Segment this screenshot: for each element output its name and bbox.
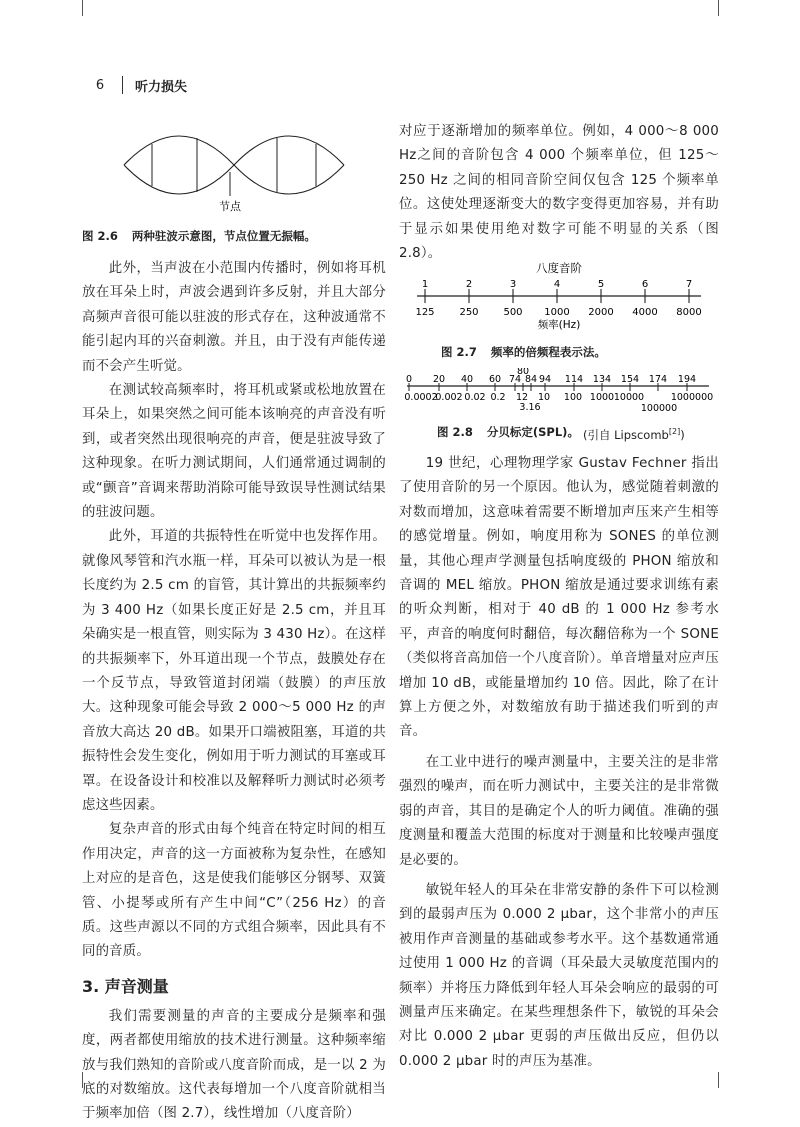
wave-lower-curve (124, 165, 344, 194)
node-label: 节点 (219, 200, 241, 213)
figure-2-8-caption (437, 424, 719, 443)
octave-number: 5 (597, 279, 605, 290)
reference-text: (引自 Lipscomb (582, 427, 669, 442)
decibel-value: 0 (405, 374, 413, 385)
pressure-value: 0.02 (464, 392, 486, 403)
decibel-scale-diagram (399, 368, 719, 418)
wave-upper-curve (124, 136, 344, 165)
frequency-value: 250 (459, 307, 479, 318)
page-number: 6 (95, 77, 105, 93)
decibel-value: 134 (592, 374, 612, 385)
pressure-value: 1000 (589, 392, 615, 403)
paragraph: 此外，耳道的共振特性在听觉中也发挥作用。就像风琴管和汽水瓶一样，耳朵可以被认为是一根长度约为 2.5 cm 的盲管，其计算出的共振频率约为 3 400 Hz（如果长度正好是 2.5 cm，并且耳朵确实是一根直管，则实际为 3 430 Hz）。在这样的共振频率下，外耳道出现一个节点，鼓膜处存在一个反节点，导致管道封闭端（鼓膜）的声压放大。这种现象可能会导致 2 000～5 000 Hz 的声音放大高达 20 dB。如果开口端被阻塞，耳道的共振特性会发生变化，例如用于听力测试的耳塞或耳罩。在设备设计和校准以及解释听力测试时必须考虑这些因素。 (82, 529, 386, 813)
crop-mark (82, 0, 83, 16)
frequency-value: 8000 (676, 307, 702, 318)
pressure-value: 100000 (640, 403, 678, 414)
paragraph: 在工业中进行的噪声测量中，主要关注的是非常强烈的噪声，而在听力测试中，主要关注的是非常微弱的声音，其目的是确定个人的听力阈值。准确的强度测量和覆盖大范围的标度对于测量和比较噪声强度是必要的。 (399, 754, 719, 868)
octave-scale-diagram (399, 258, 719, 336)
decibel-value: 114 (564, 374, 584, 385)
page-header (88, 74, 187, 96)
caption-text: 分贝标定(SPL)。 (486, 425, 579, 439)
crop-mark (718, 0, 719, 16)
decibel-value: 40 (460, 374, 474, 385)
caption-text: 频率的倍频程表示法。 (490, 345, 606, 359)
paragraph: 19 世纪，心理物理学家 Gustav Fechner 指出了使用音阶的另一个原因。他认为，感觉随着刺激的对数而增加，这意味着需要不断增加声压来产生相等的感觉增量。例如，响度用称为 SONES 的单位测量，其他心理声学测量包括响度级的 PHON 缩放和音调的 MEL 缩放。PHON 缩放是通过要求训练有素的听众判断，相对于 40 dB 的 1 000 Hz 参考水平，声音的响度何时翻倍，每次翻倍称为一个 SONE（类似将音高加倍一个八度音阶）。单音增量对应声压增加 10 dB，或能量增加约 10 倍。因此，除了在计算上方便之外，对数缩放有助于描述我们听到的声音。 (399, 456, 719, 740)
frequency-value: 125 (415, 307, 435, 318)
octave-number: 4 (553, 279, 561, 290)
caption-number: 图 2.6 (82, 229, 118, 243)
section-heading: 3. 声音测量 (82, 976, 169, 996)
pressure-value: 10 (537, 392, 551, 403)
octave-number: 2 (465, 279, 473, 290)
decibel-value: 20 (432, 374, 446, 385)
right-column (399, 452, 719, 1074)
figure-2-7-caption (441, 344, 719, 360)
pressure-value: 1 (515, 392, 523, 403)
decibel-value: 194 (677, 374, 697, 385)
decibel-value: 154 (620, 374, 640, 385)
octave-number: 7 (685, 279, 693, 290)
frequency-value: 2000 (588, 307, 614, 318)
frequency-axis-label: 频率(Hz) (537, 319, 581, 331)
caption-reference (583, 424, 685, 443)
pressure-value: 0.002 (435, 392, 463, 403)
pressure-value: 10000 (613, 392, 645, 403)
paragraph: 此外，当声波在小范围内传播时，例如将耳机放在耳朵上时，声波会遇到许多反射，并且大部分高频声音很可能以驻波的形式存在，这种波通常不能引起内耳的兴奋刺激。并且，由于没有声能传递而不会产生听觉。 (82, 261, 386, 374)
pressure-value: 3.16 (519, 402, 541, 413)
caption-number: 图 2.8 (437, 425, 473, 439)
paragraph: 在测试较高频率时，将耳机或紧或松地放置在耳朵上，如果突然之间可能本该响亮的声音没有听到，或者突然出现很响亮的声音，便是驻波导致了这种现象。在听力测试期间，人们通常通过调制的或“颤音”音调来帮助消除可能导致误导性测试结果的驻波问题。 (82, 383, 386, 521)
octave-number: 1 (421, 279, 429, 290)
header-divider (122, 76, 123, 94)
pressure-value: 2 (521, 392, 529, 403)
octave-number: 3 (509, 279, 517, 290)
paragraph: 对应于逐渐增加的频率单位。例如，4 000～8 000 Hz之间的音阶包含 4 000 个频率单位，但 125～250 Hz 之间的相同音阶空间仅包含 125 个频率单位。这使处理逐渐变大的数字变得更加容易，并有助于显示如果使用绝对数字可能不明显的关系（图 2.8）。 (399, 124, 719, 262)
paragraph: 复杂声音的形式由每个纯音在特定时间的相互作用决定，声音的这一方面被称为复杂性，在感知上对应的是音色，这是使我们能够区分钢琴、双簧管、小提琴或所有产生中间“C”（256 Hz）的音质。这些声源以不同的方式组合频率，因此具有不同的音质。 (82, 822, 386, 960)
decibel-value: 94 (538, 374, 552, 385)
frequency-value: 1000 (544, 307, 570, 318)
right-column-intro (399, 120, 719, 266)
reference-number: [2] (668, 427, 681, 436)
frequency-value: 4000 (632, 307, 658, 318)
figure-2-8 (399, 368, 719, 443)
figure-2-6-caption (82, 228, 386, 244)
octave-number: 6 (641, 279, 649, 290)
decibel-value: 80 (516, 368, 530, 377)
chapter-title: 听力损失 (135, 79, 188, 95)
caption-text: 两种驻波示意图，节点位置无振幅。 (131, 229, 316, 243)
pressure-value: 0.2 (490, 392, 506, 403)
reference-end: ) (680, 427, 685, 442)
pressure-value: 0.0002 (404, 392, 438, 403)
figure-2-6 (82, 120, 386, 244)
left-column (82, 257, 386, 1127)
standing-wave-diagram (82, 120, 386, 216)
figure-2-7 (399, 258, 719, 360)
octave-top-label: 八度音阶 (536, 261, 582, 275)
decibel-value: 60 (488, 374, 502, 385)
crop-mark (718, 1072, 719, 1088)
paragraph: 我们需要测量的声音的主要成分是频率和强度，两者都使用缩放的技术进行测量。这种频率缩放与我们熟知的音阶或八度音阶而成，是一以 2 为底的对数缩放。这代表每增加一个八度音阶就相当于频率加倍（图 2.7），线性增加（八度音阶） (82, 1008, 386, 1122)
frequency-value: 500 (503, 307, 523, 318)
pressure-value: 100 (563, 392, 583, 403)
paragraph: 敏锐年轻人的耳朵在非常安静的条件下可以检测到的最弱声压为 0.000 2 μbar，这个非常小的声压被用作声音测量的基础或参考水平。这个基数通常通过使用 1 000 Hz 的音调（耳朵最大灵敏度范围内的频率）并将压力降低到年轻人耳朵会响应的最弱的可测量声压来确定。在某些理想条件下，敏锐的耳朵会对比 0.000 2 μbar 更弱的声压做出反应，但仍以 0.000 2 μbar 时的声压为基准。 (399, 882, 719, 1069)
pressure-value: 1000000 (670, 392, 714, 403)
decibel-value: 174 (648, 374, 668, 385)
decibel-value: 84 (524, 374, 538, 385)
decibel-value: 74 (508, 374, 522, 385)
caption-number: 图 2.7 (441, 345, 477, 359)
